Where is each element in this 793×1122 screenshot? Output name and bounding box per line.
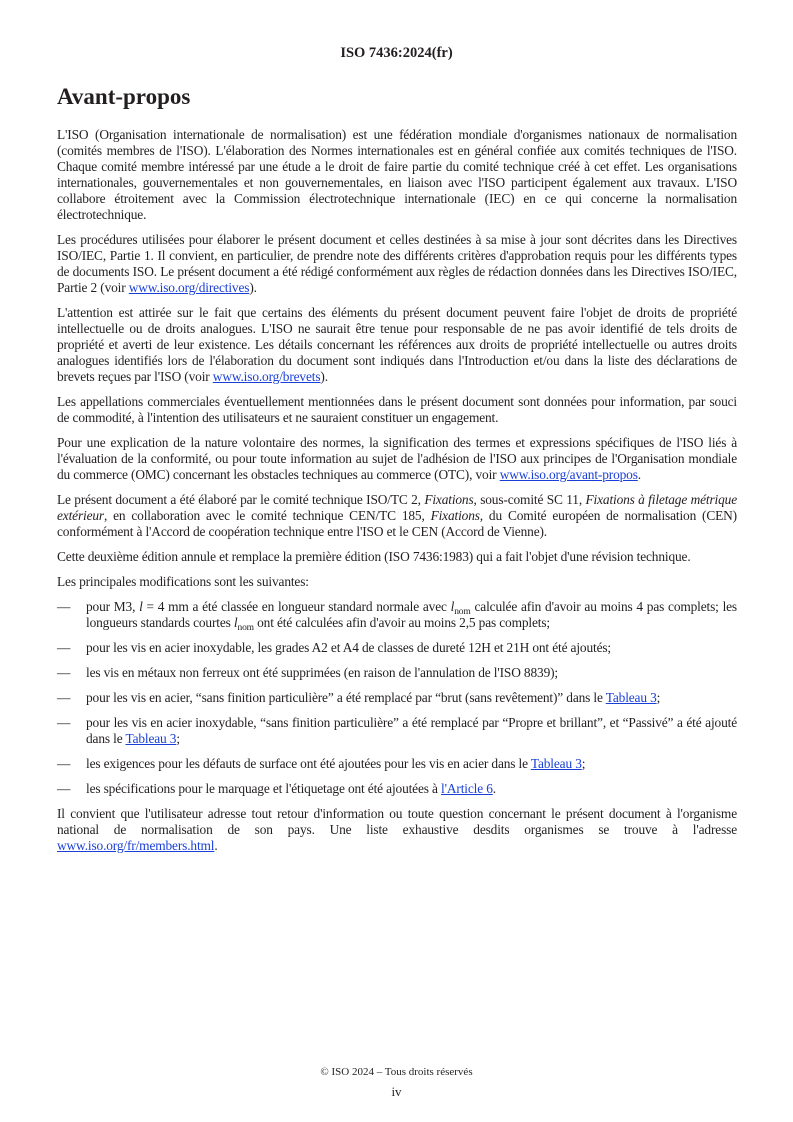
paragraph-feedback — [57, 806, 737, 854]
italic-text: l — [233, 615, 238, 630]
members-link[interactable]: www.iso.org/fr/members.html — [57, 838, 215, 853]
foreword-body — [57, 127, 737, 863]
subscript: nom — [454, 607, 471, 617]
document-id-header: ISO 7436:2024(fr) — [340, 45, 453, 61]
directives-link[interactable]: www.iso.org/directives — [128, 280, 250, 295]
paragraph-patents — [57, 305, 737, 385]
dash-bullet: — — [57, 665, 71, 680]
paragraph-trade-names: Les appellations commerciales éventuellement mentionnées dans le présent document sont données pour information, par souci de commodité, à l'intention des utilisateurs et ne sauraient constituer un engagement. — [57, 394, 737, 425]
foreword-link[interactable]: www.iso.org/avant-propos — [499, 467, 638, 482]
copyright-footer: © ISO 2024 – Tous droits réservés — [320, 1066, 473, 1078]
changes-list — [57, 599, 737, 797]
dash-bullet: — — [57, 599, 71, 614]
paragraph-text: , sous-comité SC 11, — [473, 492, 586, 507]
item-text: les exigences pour les défauts de surface ont été ajoutées pour les vis en acier dans le — [86, 756, 531, 771]
table-3-link[interactable]: Tableau 3 — [530, 756, 582, 771]
item-text: calculée afin d'avoir au moins 4 pas complets; les longueurs standards courtes — [86, 599, 737, 630]
item-text: ; — [656, 690, 661, 705]
page-number: iv — [391, 1084, 402, 1099]
patents-link[interactable]: www.iso.org/brevets — [212, 369, 321, 384]
paragraph-text: du Comité européen de normalisation (CEN) conformément à l'Accord de coopération technique entre l'ISO et le CEN (Accord de Vienne). — [57, 508, 737, 539]
changes-intro: Les principales modifications sont les suivantes: — [57, 574, 309, 589]
list-item — [57, 640, 737, 656]
list-item — [57, 715, 737, 747]
item-text: pour les vis en acier inoxydable, les grades A2 et A4 de classes de dureté 12H et 21H ont été ajoutés; — [86, 640, 612, 655]
paragraph-text: . — [637, 467, 641, 482]
item-text: les vis en métaux non ferreux ont été supprimées (en raison de l'annulation de l'ISO 8839); — [86, 665, 558, 680]
paragraph-text: Il convient que l'utilisateur adresse tout retour d'information ou toute question concernant le présent document à l'organisme national de normalisation de son pays. Une liste exhaustive desdits organismes se trouve à l'adresse — [57, 806, 737, 837]
item-text: pour les vis en acier, “sans finition particulière” a été remplacé par “brut (sans revêtement)” dans le — [86, 690, 606, 705]
list-item — [57, 690, 737, 706]
paragraph-iso-intro: L'ISO (Organisation internationale de normalisation) est une fédération mondiale d'organismes nationaux de normalisation (comités membres de l'ISO). L'élaboration des Normes internationales est en général confiée aux comités techniques de l'ISO. Chaque comité membre intéressé par une étude a le droit de faire partie du comité technique créé à cet effet. Les organisations internationales, gouvernementales et non gouvernementales, en liaison avec l'ISO participent également aux travaux. L'ISO collabore étroitement avec la Commission électrotechnique internationale (IEC) en ce qui concerne la normalisation électrotechnique. — [57, 127, 737, 222]
table-3-link[interactable]: Tableau 3 — [125, 731, 177, 746]
item-text: ; — [581, 756, 586, 771]
italic-text: l — [450, 599, 455, 614]
paragraph-text: L'attention est attirée sur le fait que certains des éléments du présent document peuvent faire l'objet de droits de propriété intellectuelle ou de droits analogues. L'ISO ne saurait être tenue pour responsable de ne pas avoir identifié de tels droits de propriété et averti de leur existence. Les détails concernant les références aux droits de propriété intellectuelle ou autres droits analogues identifiés lors de l'élaboration du document sont indiqués dans l'Introduction et/ou dans la liste des déclarations de brevets reçues par l'ISO (voir — [57, 305, 737, 384]
paragraph-text: , en collaboration avec le comité technique CEN/TC 185, — [103, 508, 431, 523]
paragraph-text: Pour une explication de la nature volontaire des normes, la signification des termes et expressions spécifiques de l'ISO liés à l'évaluation de la conformité, ou pour toute information au sujet de l'adhésion de l'ISO aux principes de l'Organisation mondiale du commerce (OMC) concernant les obstacles techniques au commerce (OTC), voir — [57, 435, 737, 482]
paragraph-text: ). — [249, 280, 257, 295]
list-item — [57, 756, 737, 772]
table-3-link[interactable]: Tableau 3 — [605, 690, 657, 705]
italic-text: l — [139, 599, 143, 614]
list-item — [57, 599, 737, 631]
paragraph-text: . — [214, 838, 218, 853]
item-text: ont été calculées afin d'avoir au moins 2,5 pas complets; — [253, 615, 550, 630]
paragraph-procedures — [57, 232, 737, 296]
paragraph-edition: Cette deuxième édition annule et remplace la première édition (ISO 7436:1983) qui a fait l'objet d'une révision technique. — [57, 549, 691, 564]
dash-bullet: — — [57, 690, 71, 705]
subscript: nom — [237, 623, 254, 633]
list-item — [57, 665, 737, 681]
italic-text: Fixations — [424, 492, 474, 507]
item-text: pour les vis en acier inoxydable, “sans finition particulière” a été remplacé par “Propre et brillant”, et “Passivé” a été ajouté dans le — [86, 715, 737, 746]
paragraph-text: Le présent document a été élaboré par le comité technique ISO/TC 2, — [57, 492, 425, 507]
paragraph-committee — [57, 492, 737, 540]
page-title: Avant-propos — [57, 84, 191, 109]
item-text: ; — [176, 731, 180, 746]
list-item — [57, 781, 737, 797]
italic-text: Fixations, — [430, 508, 484, 523]
paragraph-text: ). — [320, 369, 328, 384]
paragraph-voluntary-nature — [57, 435, 737, 483]
dash-bullet: — — [57, 756, 71, 771]
dash-bullet: — — [57, 640, 71, 655]
item-text: = 4 mm a été classée en longueur standard normale avec — [142, 599, 451, 614]
dash-bullet: — — [57, 715, 71, 730]
article-6-link[interactable]: l'Article 6 — [441, 781, 493, 796]
italic-text: Fixations à filetage métrique extérieur — [57, 492, 737, 523]
dash-bullet: — — [57, 781, 71, 796]
item-text: pour M3, — [86, 599, 140, 614]
paragraph-text: Les procédures utilisées pour élaborer le présent document et celles destinées à sa mise à jour sont décrites dans les Directives ISO/IEC, Partie 1. Il convient, en particulier, de prendre note des différents critères d'approbation requis pour les différents types de documents ISO. Le présent document a été rédigé conformément aux règles de rédaction données dans les Directives ISO/IEC, Partie 2 (voir — [57, 232, 737, 295]
item-text: les spécifications pour le marquage et l'étiquetage ont été ajoutées à — [86, 781, 442, 796]
item-text: . — [492, 781, 496, 796]
